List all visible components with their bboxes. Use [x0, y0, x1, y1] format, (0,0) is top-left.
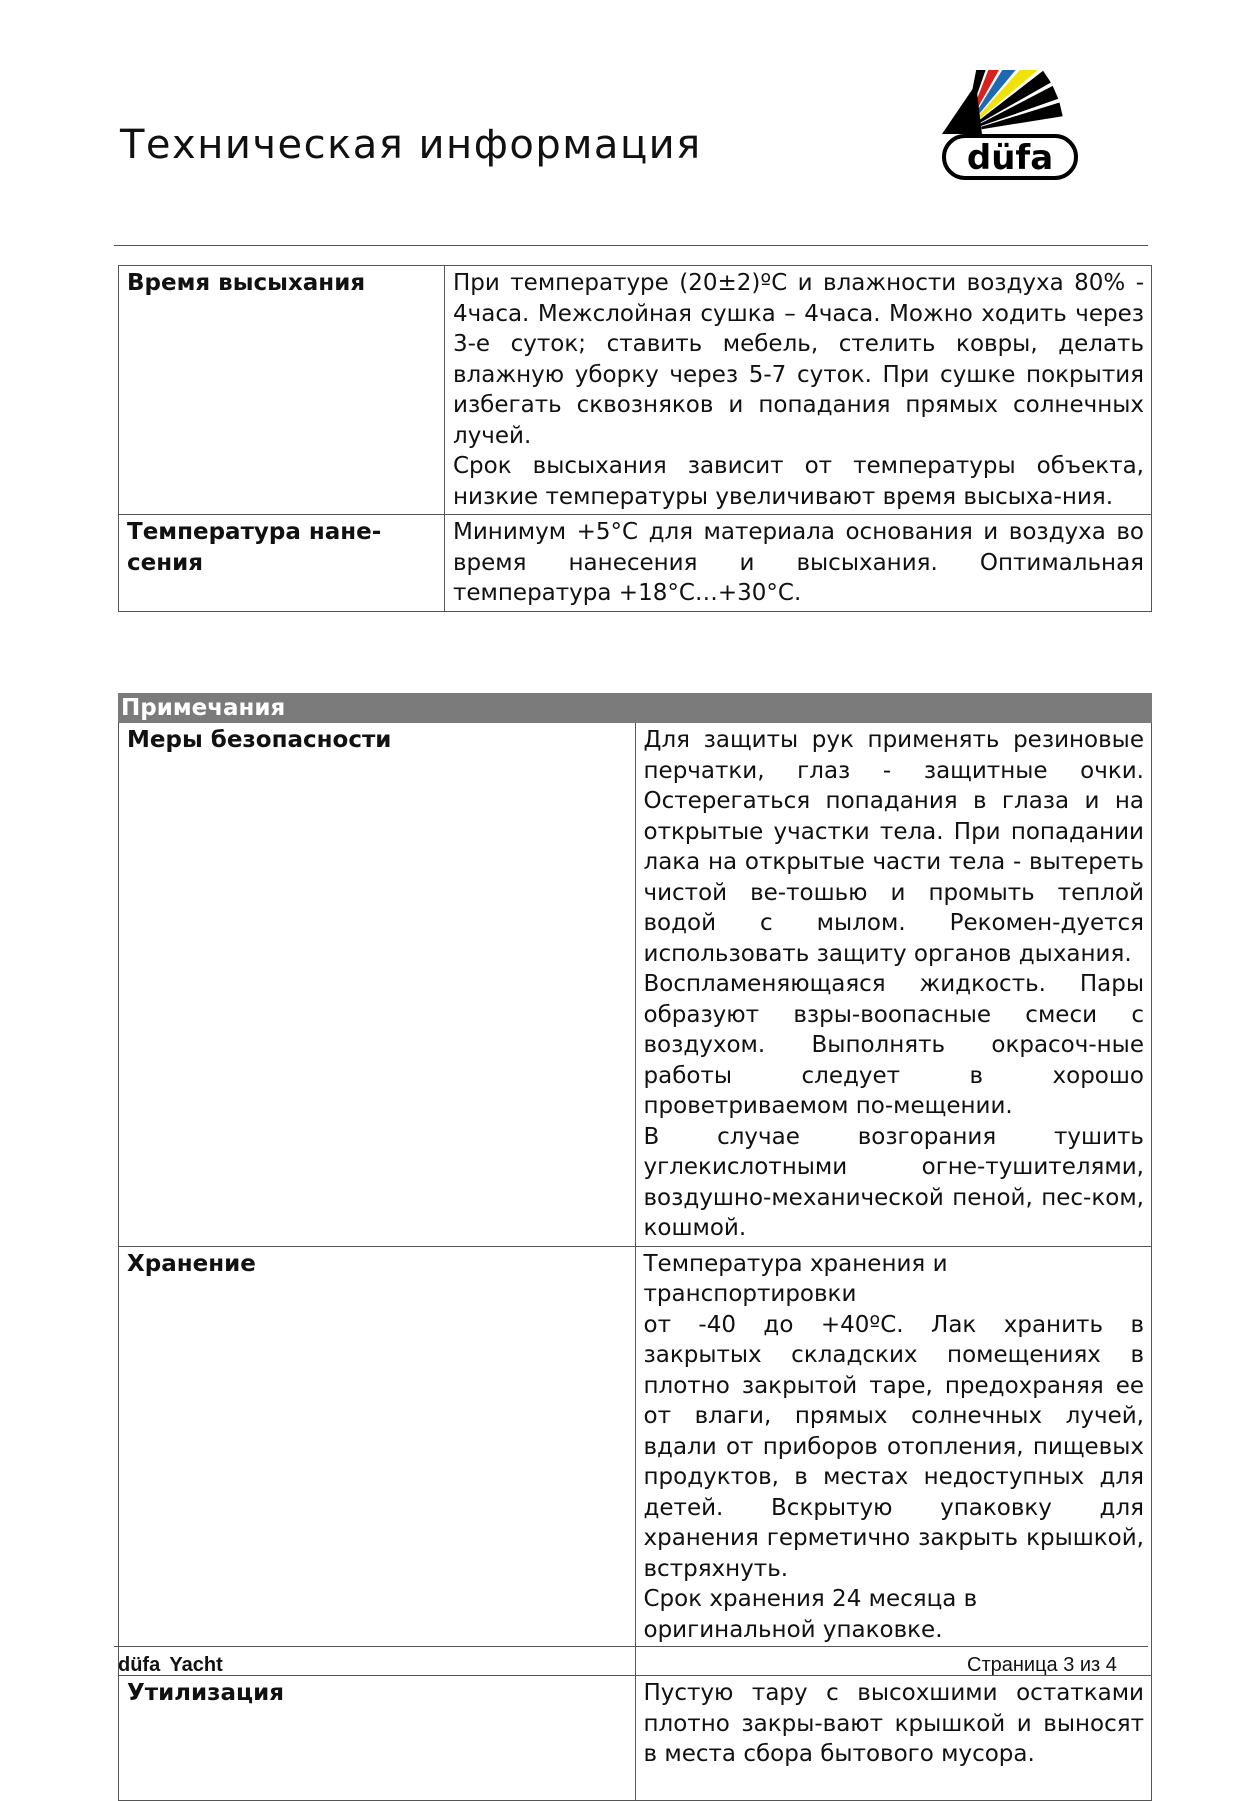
row-label-disposal: Утилизация [119, 1676, 636, 1801]
paragraph: от -40 до +40ºС. Лак хранить в закрытых складских помещениях в плотно закрытой таре, предохраняя ее от влаги, прямых солнечных лучей, вдали от приборов отопления, пищевых продуктов, в местах недоступных для детей. Вскрытую упаковку для хранения герметично закрыть крышкой, встряхнуть. [643, 1311, 1144, 1582]
row-text-safety [635, 723, 1152, 1247]
paragraph: При температуре (20±2)ºС и влажности воздуха 80% - 4часа. Межслойная сушка – 4часа. Можно ходить через 3-е суток; ставить мебель, стелить ковры, делать влажную уборку через 5-7 суток. При сушке покрытия избегать сквозняков и попадания прямых солнечных лучей. [453, 270, 1144, 449]
paragraph: Минимум +5°C для материала основания и воздуха во время нанесения и высыхания. Оптимальная температура +18°C…+30°C. [453, 519, 1144, 606]
table-row [119, 723, 1152, 1247]
row-label-storage: Хранение [119, 1246, 636, 1676]
row-text-drying-time [445, 266, 1152, 515]
section-header-row [119, 694, 1152, 723]
paragraph: В случае возгорания тушить углекислотными огне-тушителями, воздушно-механической пеной, пес-ком, кошмой. [643, 1123, 1144, 1241]
row-label-drying-time: Время высыхания [119, 266, 445, 515]
logo-wordmark: düfa [966, 138, 1054, 178]
logo-fan [942, 70, 1063, 134]
row-text-disposal [635, 1676, 1152, 1801]
footer-product-name: düfa Yacht [118, 1654, 223, 1676]
page-title: Техническая информация [120, 122, 702, 168]
drying-table [118, 265, 1152, 612]
row-label-safety: Меры безопасности [119, 723, 636, 1247]
logo-fan-base [942, 84, 982, 134]
paragraph: Воспламеняющаяся жидкость. Пары образуют взры-воопасные смеси с воздухом. Выполнять окрасоч-ные работы следует в хорошо проветриваемом по-мещении. [643, 971, 1144, 1119]
footer-divider [114, 1646, 1148, 1647]
row-text-application-temp [445, 515, 1152, 612]
table-row [119, 1676, 1152, 1801]
dufa-logo [942, 70, 1078, 182]
table-row [119, 266, 1152, 515]
notes-header: Примечания [119, 694, 1152, 723]
row-label-application-temp: Температура нане-сения [119, 515, 445, 612]
table-row [119, 1246, 1152, 1676]
paragraph: Срок высыхания зависит от температуры объекта, низкие температуры увеличивают время высыха-ния. [453, 453, 1144, 510]
paragraph: Для защиты рук применять резиновые перчатки, глаз - защитные очки. Остерегаться попадания в глаза и на открытые участки тела. При попадании лака на открытые части тела - вытереть чистой ве-тошью и промыть теплой водой с мылом. Рекомен-дуется использовать защиту органов дыхания. [643, 727, 1144, 967]
footer-page-number: Страница 3 из 4 [967, 1654, 1117, 1676]
table-row [119, 515, 1152, 612]
notes-table [118, 693, 1152, 1801]
row-text-storage [635, 1246, 1152, 1676]
paragraph: Температура хранения и транспортировки [643, 1250, 948, 1307]
header-divider [114, 245, 1148, 246]
paragraph: Пустую тару с высохшими остатками плотно закры-вают крышкой и выносят в места сбора бытового мусора. [643, 1680, 1144, 1767]
paragraph: Срок хранения 24 месяца в оригинальной упаковке. [643, 1586, 978, 1643]
